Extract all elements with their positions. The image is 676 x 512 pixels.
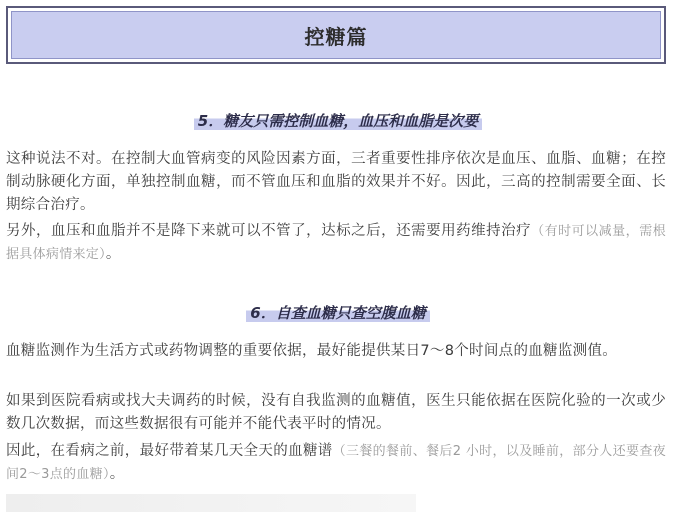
paragraph-text: 血糖监测作为生活方式或药物调整的重要依据，最好能提供某日7～8个时间点的血糖监测值。 xyxy=(6,343,618,359)
paragraph-note: （三餐的餐前、餐后2 小时，以及睡前，部分人还要查夜间2～3点的血糖） xyxy=(6,444,666,482)
paragraph-s5-2 xyxy=(6,220,666,266)
section-heading-5 xyxy=(0,110,676,131)
image-placeholder-strip xyxy=(6,494,416,512)
paragraph-s6-1 xyxy=(6,340,666,363)
paragraph-text: 因此，在看病之前，最好带着某几天全天的血糖谱 xyxy=(6,443,333,459)
banner-title: 控糖篇 xyxy=(304,24,368,49)
section-heading-6-text: 6．自查血糖只查空腹血糖 xyxy=(246,304,429,322)
paragraph-text: 这种说法不对。在控制大血管病变的风险因素方面，三者重要性排序依次是血压、血脂、血糖；在控制动脉硬化方面，单独控制血糖，而不管血压和血脂的效果并不好。因此，三高的控制需要全面、长期综合治疗。 xyxy=(6,151,666,213)
title-banner-inner xyxy=(11,11,661,59)
paragraph-tail: 。 xyxy=(105,246,121,262)
section-heading-5-text: 5．糖友只需控制血糖，血压和血脂是次要 xyxy=(194,112,482,130)
paragraph-s5-1 xyxy=(6,148,666,217)
title-banner xyxy=(6,6,666,64)
paragraph-text: 另外，血压和血脂并不是降下来就可以不管了，达标之后，还需要用药维持治疗 xyxy=(6,223,532,239)
paragraph-tail: 。 xyxy=(109,466,125,482)
paragraph-s6-3 xyxy=(6,440,666,486)
section-heading-6 xyxy=(0,302,676,323)
paragraph-s6-2 xyxy=(6,390,666,436)
paragraph-note: （有时可以减量，需根据具体病情来定） xyxy=(6,224,666,262)
paragraph-text: 如果到医院看病或找大夫调药的时候，没有自我监测的血糖值，医生只能依据在医院化验的一次或少数几次数据，而这些数据很有可能并不能代表平时的情况。 xyxy=(6,393,666,432)
